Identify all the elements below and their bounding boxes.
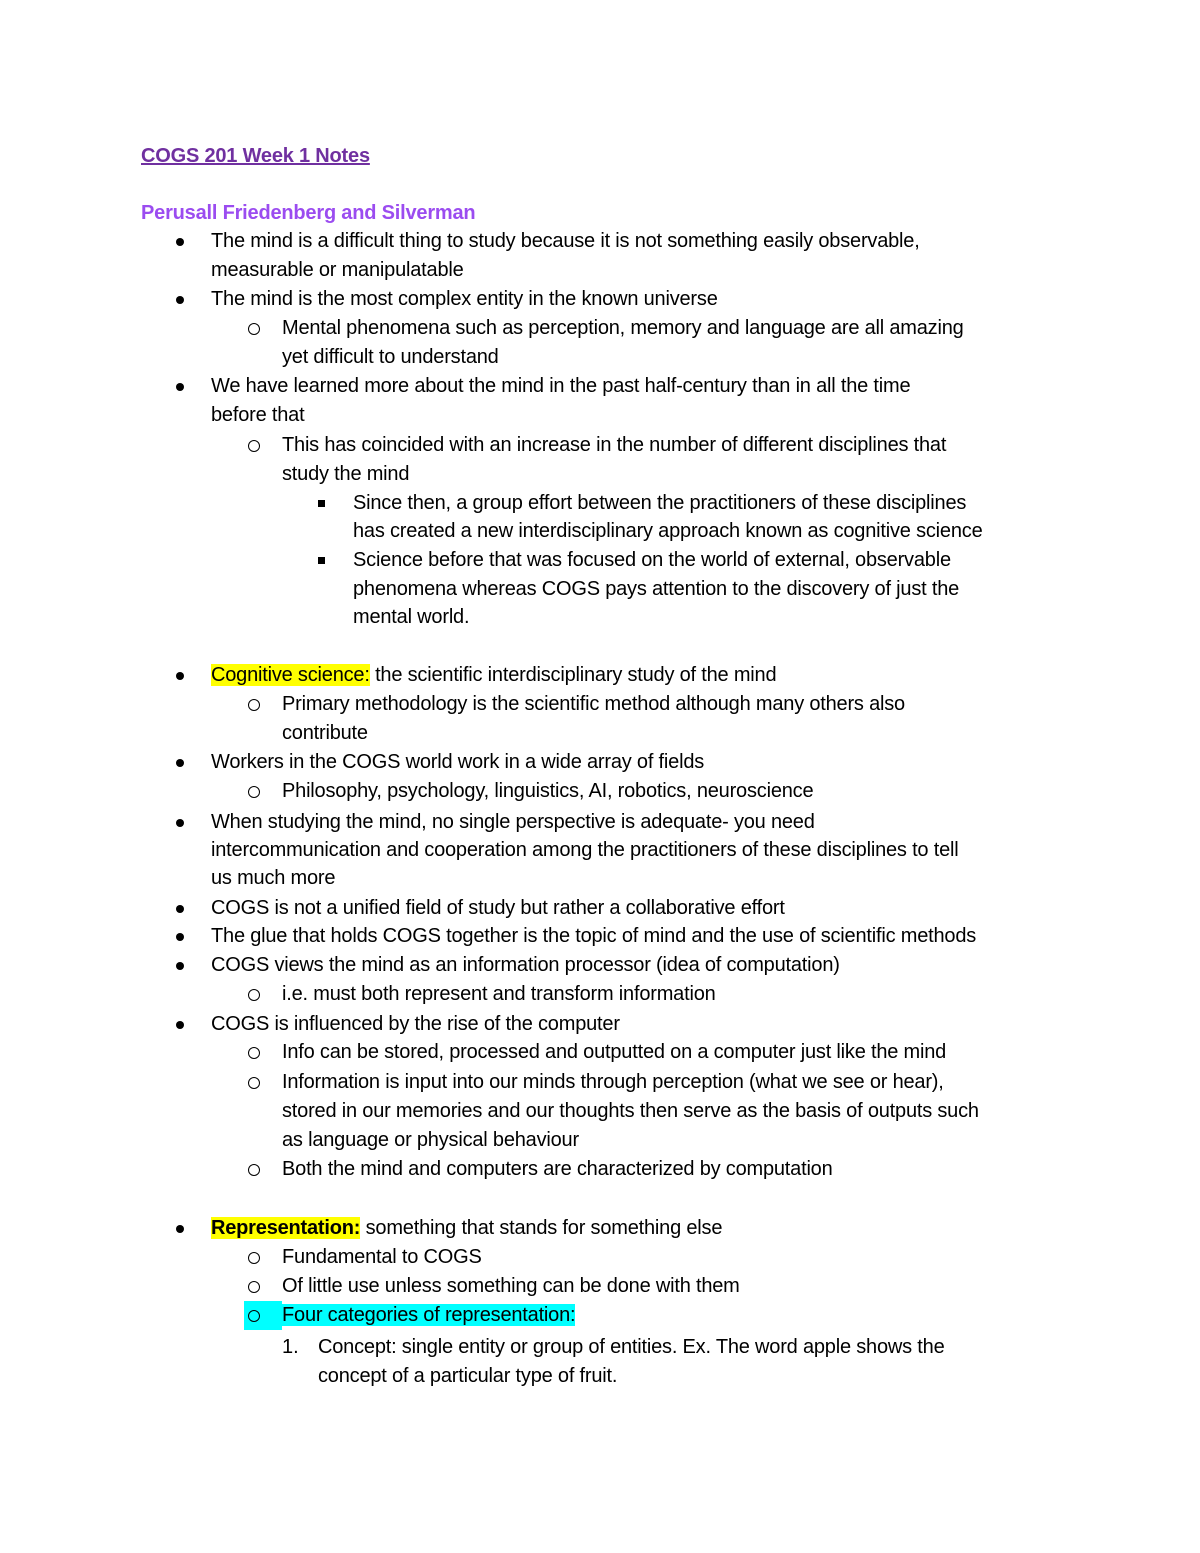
note-line xyxy=(282,719,368,748)
circle-marker xyxy=(248,989,260,1001)
note-line xyxy=(211,951,840,980)
note-line xyxy=(211,256,464,285)
note-line xyxy=(211,401,304,430)
bullet-marker xyxy=(176,933,184,941)
note-line xyxy=(282,1155,833,1184)
bullet-marker xyxy=(176,819,184,827)
bullet-marker xyxy=(176,962,184,970)
circle-marker xyxy=(248,786,260,798)
note-line xyxy=(282,1097,979,1126)
note-line xyxy=(282,314,964,343)
section-heading: Perusall Friedenberg and Silverman xyxy=(141,202,476,224)
note-line xyxy=(282,980,716,1009)
note-text: We have learned more about the mind in the past half-century than in all the time xyxy=(211,375,911,397)
note-text: us much more xyxy=(211,867,336,889)
circle-marker xyxy=(248,1077,260,1089)
note-text: Workers in the COGS world work in a wide array of fields xyxy=(211,751,705,773)
circle-marker xyxy=(248,440,260,452)
note-text: contribute xyxy=(282,722,368,744)
note-text: has created a new interdisciplinary approach known as cognitive science xyxy=(353,520,983,542)
note-text: before that xyxy=(211,404,305,426)
note-text: Of little use unless something can be done with them xyxy=(282,1275,740,1297)
number-marker: 1. xyxy=(282,1336,299,1358)
note-line xyxy=(211,372,910,401)
note-text: Four categories of representation: xyxy=(282,1304,576,1326)
note-line xyxy=(211,748,704,777)
definition-term: Cognitive science: xyxy=(211,664,370,686)
note-text: The mind is a difficult thing to study because it is not something easily observable, xyxy=(211,230,920,252)
note-text: measurable or manipulatable xyxy=(211,259,464,281)
note-line xyxy=(282,1243,482,1272)
note-text: This has coincided with an increase in the number of different disciplines that xyxy=(282,434,947,456)
note-line xyxy=(282,1301,575,1330)
circle-marker xyxy=(248,323,260,335)
note-line xyxy=(282,777,813,806)
note-text: phenomena whereas COGS pays attention to the discovery of just the xyxy=(353,578,960,600)
circle-marker xyxy=(248,1252,260,1264)
note-text: the scientific interdisciplinary study of the mind xyxy=(369,664,777,686)
bullet-marker xyxy=(176,1225,184,1233)
note-line xyxy=(353,517,983,546)
note-line xyxy=(318,1362,617,1391)
note-line xyxy=(211,1214,722,1243)
note-text: concept of a particular type of fruit. xyxy=(318,1365,618,1387)
note-text: Info can be stored, processed and outputted on a computer just like the mind xyxy=(282,1041,947,1063)
note-line xyxy=(211,808,815,837)
note-text: Concept: single entity or group of entities. Ex. The word apple shows the xyxy=(318,1336,945,1358)
note-text: something that stands for something else xyxy=(360,1217,723,1239)
note-line xyxy=(211,922,976,951)
note-line xyxy=(282,1068,944,1097)
note-text: When studying the mind, no single perspective is adequate- you need xyxy=(211,811,815,833)
note-text: Mental phenomena such as perception, memory and language are all amazing xyxy=(282,317,964,339)
circle-marker xyxy=(248,1310,260,1322)
bullet-marker xyxy=(176,238,184,246)
note-text: stored in our memories and our thoughts then serve as the basis of outputs such xyxy=(282,1100,979,1122)
circle-marker xyxy=(248,1281,260,1293)
note-line xyxy=(211,661,776,690)
note-line xyxy=(211,227,920,256)
circle-marker xyxy=(248,1047,260,1059)
note-line xyxy=(211,285,718,314)
note-text: Since then, a group effort between the practitioners of these disciplines xyxy=(353,492,967,514)
note-text: COGS views the mind as an information processor (idea of computation) xyxy=(211,954,840,976)
note-line xyxy=(282,431,946,460)
note-text: Science before that was focused on the world of external, observable xyxy=(353,549,951,571)
bullet-marker xyxy=(176,905,184,913)
note-text: Fundamental to COGS xyxy=(282,1246,482,1268)
note-line xyxy=(353,546,951,575)
bullet-marker xyxy=(176,383,184,391)
document-title: COGS 201 Week 1 Notes xyxy=(141,145,370,167)
bullet-marker xyxy=(176,296,184,304)
note-text: The mind is the most complex entity in the known universe xyxy=(211,288,718,310)
note-text: Philosophy, psychology, linguistics, AI, robotics, neuroscience xyxy=(282,780,814,802)
square-marker xyxy=(318,557,325,564)
bullet-marker xyxy=(176,759,184,767)
note-line xyxy=(353,489,966,518)
note-line xyxy=(318,1333,945,1362)
note-line xyxy=(282,343,499,372)
note-text: yet difficult to understand xyxy=(282,346,499,368)
note-text: COGS is not a unified field of study but rather a collaborative effort xyxy=(211,897,785,919)
note-text: The glue that holds COGS together is the topic of mind and the use of scientific methods xyxy=(211,925,977,947)
note-text: intercommunication and cooperation among the practitioners of these disciplines to tell xyxy=(211,839,959,861)
note-text: i.e. must both represent and transform information xyxy=(282,983,716,1005)
bullet-marker xyxy=(176,672,184,680)
circle-marker xyxy=(248,699,260,711)
note-line xyxy=(282,690,905,719)
note-line xyxy=(282,460,409,489)
circle-marker xyxy=(248,1164,260,1176)
note-line xyxy=(282,1126,579,1155)
note-line xyxy=(211,864,335,893)
note-text: mental world. xyxy=(353,606,470,628)
note-text: Both the mind and computers are characterized by computation xyxy=(282,1158,833,1180)
note-text: study the mind xyxy=(282,463,410,485)
definition-term: Representation: xyxy=(211,1217,361,1239)
note-line xyxy=(211,836,958,865)
bullet-marker xyxy=(176,1021,184,1029)
note-line xyxy=(353,575,959,604)
note-text: COGS is influenced by the rise of the computer xyxy=(211,1013,620,1035)
note-text: as language or physical behaviour xyxy=(282,1129,579,1151)
note-line xyxy=(282,1272,740,1301)
note-line xyxy=(211,1010,620,1039)
square-marker xyxy=(318,500,325,507)
note-text: Primary methodology is the scientific method although many others also xyxy=(282,693,905,715)
note-line xyxy=(282,1038,946,1067)
note-text: Information is input into our minds through perception (what we see or hear), xyxy=(282,1071,944,1093)
note-line xyxy=(211,894,785,923)
note-line xyxy=(353,603,469,632)
